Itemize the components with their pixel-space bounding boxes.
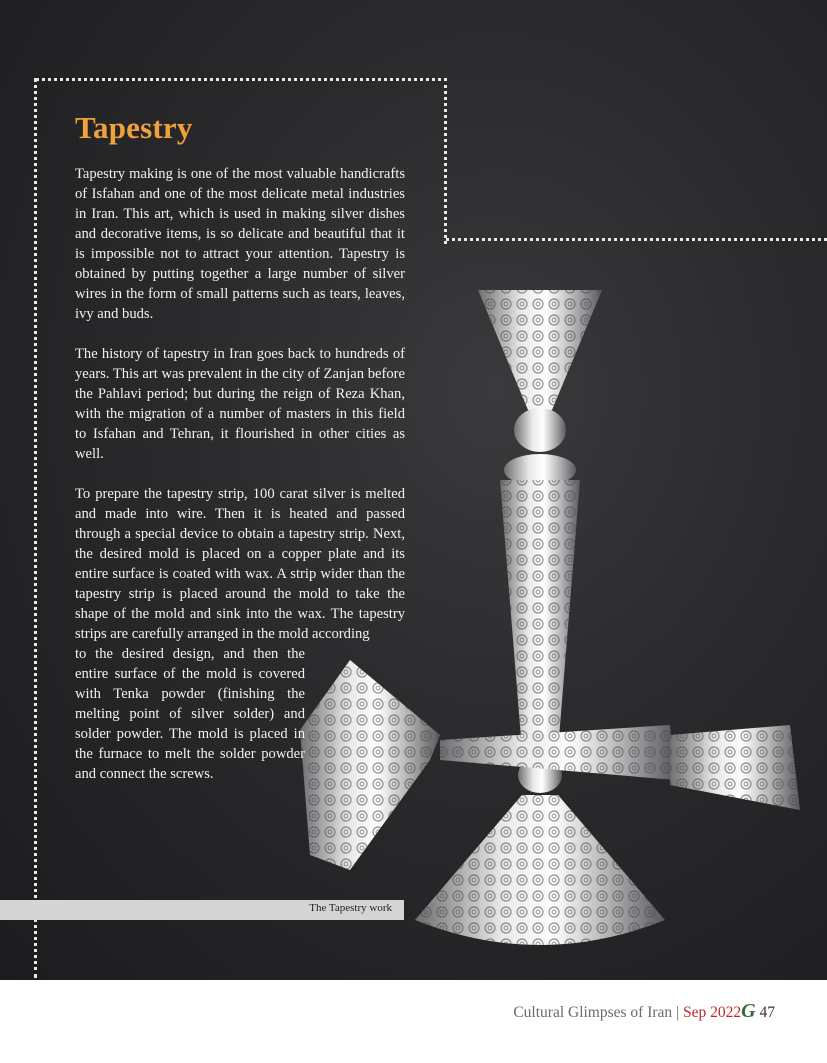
- issue-date: Sep 2022: [683, 1004, 742, 1021]
- paragraph-2: The history of tapestry in Iran goes back to hundreds of years. This art was prevalent in the city of Zanjan before the Pahlavi period; but during the reign of Reza Khan, with the migration of a number of masters in this field to Isfahan and Tehran, it flourished in other cities as well.: [75, 346, 405, 462]
- dotted-frame-left: [34, 78, 37, 978]
- article-title: Tapestry: [75, 110, 193, 145]
- paragraph-1: Tapestry making is one of the most valuable handicrafts of Isfahan and one of the most delicate metal industries in Iran. This art, which is used in making silver dishes and decorative items, is so delicate and beautiful that it is impossible not to attract your attention. Tapestry is obtained by putting together a large number of silver wires in the form of small patterns such as tears, leaves, ivy and buds.: [75, 166, 405, 322]
- caption-bar: [0, 900, 404, 920]
- footer-separator: |: [676, 1004, 680, 1021]
- page-footer: [513, 1000, 775, 1023]
- photo-caption: The Tapestry work: [309, 902, 392, 914]
- paragraph-3-continued: to the desired design, and then the entire surface of the mold is covered with Tenka powder (finishing the melting point of silver solder) and solder powder. The mold is placed in the furnace to melt the solder powder and connect the screws.: [75, 646, 305, 782]
- dotted-frame-right: [446, 238, 827, 241]
- page-number: 47: [759, 1004, 775, 1021]
- article-body: [75, 164, 405, 804]
- magazine-logo-icon: G: [741, 1000, 756, 1022]
- paragraph-3: To prepare the tapestry strip, 100 carat silver is melted and made into wire. Then it is heated and passed through a special device to obtain a tapestry strip. Next, the desired mold is placed on a copper plate and its entire surface is coated with wax. A strip wider than the tapestry strip is placed around the mold to take the shape of the mold and sink into the wax. The tapestry strips are carefully arranged in the mold according: [75, 486, 405, 642]
- magazine-name: Cultural Glimpses of Iran: [513, 1004, 673, 1021]
